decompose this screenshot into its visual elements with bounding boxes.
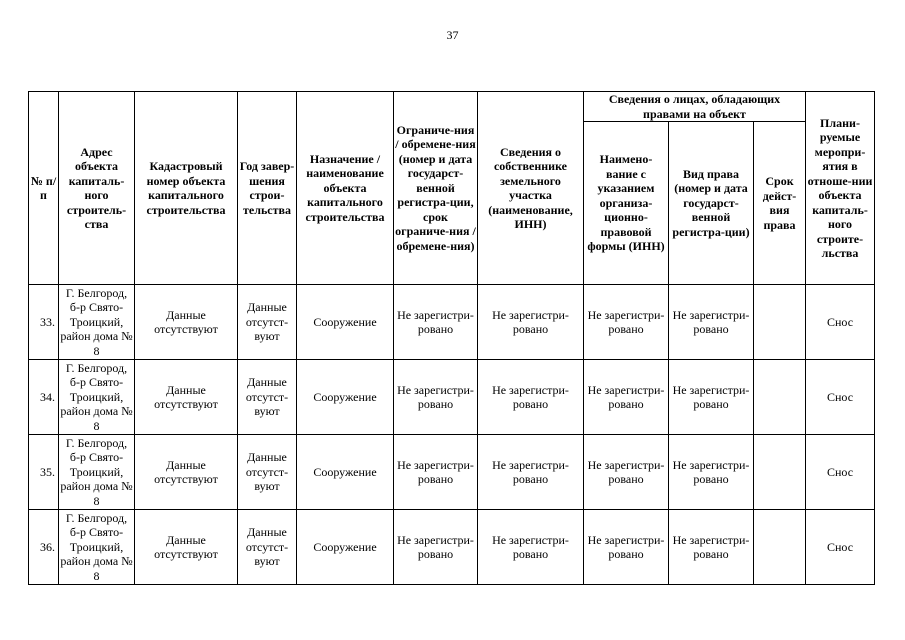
cell-right-type: Не зарегистри-ровано — [669, 360, 754, 435]
cell-holder-name: Не зарегистри-ровано — [584, 285, 669, 360]
header-right-term: Срок дейст-вия права — [754, 122, 806, 285]
cell-right-term — [754, 435, 806, 510]
cell-num: 33. — [29, 285, 59, 360]
cell-land-owner: Не зарегистри-ровано — [478, 285, 584, 360]
cell-right-type: Не зарегистри-ровано — [669, 435, 754, 510]
header-address: Адрес объекта капиталь-ного строитель-ства — [59, 92, 135, 285]
cell-cadastral: Данные отсутствуют — [135, 285, 238, 360]
cell-holder-name: Не зарегистри-ровано — [584, 435, 669, 510]
header-purpose: Назначение / наименование объекта капитального строительства — [297, 92, 394, 285]
cell-purpose: Сооружение — [297, 285, 394, 360]
header-encumbrance: Ограниче-ния / обремене-ния (номер и дата государст-венной регистра-ции, срок ограниче-ния / обремене-ния) — [394, 92, 478, 285]
cell-cadastral: Данные отсутствуют — [135, 510, 238, 585]
cell-cadastral: Данные отсутствуют — [135, 360, 238, 435]
header-right-type: Вид права (номер и дата государст-венной регистра-ции) — [669, 122, 754, 285]
cell-year: Данные отсутст-вуют — [238, 435, 297, 510]
cell-year: Данные отсутст-вуют — [238, 510, 297, 585]
cell-right-term — [754, 510, 806, 585]
cell-encumbrance: Не зарегистри-ровано — [394, 435, 478, 510]
header-rights-group: Сведения о лицах, обладающих правами на объект — [584, 92, 806, 122]
cell-purpose: Сооружение — [297, 360, 394, 435]
cell-purpose: Сооружение — [297, 510, 394, 585]
cell-encumbrance: Не зарегистри-ровано — [394, 360, 478, 435]
cell-num: 36. — [29, 510, 59, 585]
cell-cadastral: Данные отсутствуют — [135, 435, 238, 510]
cell-planned: Снос — [806, 285, 875, 360]
cell-planned: Снос — [806, 510, 875, 585]
table-row — [29, 510, 875, 585]
cell-planned: Снос — [806, 360, 875, 435]
cell-land-owner: Не зарегистри-ровано — [478, 510, 584, 585]
cell-encumbrance: Не зарегистри-ровано — [394, 510, 478, 585]
cell-num: 35. — [29, 435, 59, 510]
header-year: Год завер-шения строи-тельства — [238, 92, 297, 285]
header-cadastral: Кадастровый номер объекта капитального строительства — [135, 92, 238, 285]
cell-encumbrance: Не зарегистри-ровано — [394, 285, 478, 360]
table-row — [29, 285, 875, 360]
table-row — [29, 435, 875, 510]
cell-right-type: Не зарегистри-ровано — [669, 510, 754, 585]
header-row-top — [29, 92, 875, 122]
cell-land-owner: Не зарегистри-ровано — [478, 360, 584, 435]
header-planned: Плани-руемые меропри-ятия в отноше-нии объекта капиталь-ного строите-льства — [806, 92, 875, 285]
cell-holder-name: Не зарегистри-ровано — [584, 360, 669, 435]
cell-year: Данные отсутст-вуют — [238, 285, 297, 360]
header-holder-name: Наимено-вание с указанием организа-ционно-правовой формы (ИНН) — [584, 122, 669, 285]
cell-address: Г. Белгород, б-р Свято-Троицкий, район дома № 8 — [60, 285, 133, 358]
cell-address: Г. Белгород, б-р Свято-Троицкий, район дома № 8 — [60, 435, 133, 508]
cell-year: Данные отсутст-вуют — [238, 360, 297, 435]
table-row — [29, 360, 875, 435]
cell-land-owner: Не зарегистри-ровано — [478, 435, 584, 510]
cell-num: 34. — [29, 360, 59, 435]
cell-holder-name: Не зарегистри-ровано — [584, 510, 669, 585]
cell-right-term — [754, 285, 806, 360]
cell-planned: Снос — [806, 435, 875, 510]
cell-right-term — [754, 360, 806, 435]
cell-right-type: Не зарегистри-ровано — [669, 285, 754, 360]
cell-address: Г. Белгород, б-р Свято-Троицкий, район дома № 8 — [60, 360, 133, 433]
header-land-owner: Сведения о собственнике земельного участка (наименование, ИНН) — [478, 92, 584, 285]
header-num: № п/п — [29, 92, 59, 285]
page-number: 37 — [446, 28, 459, 42]
cell-address: Г. Белгород, б-р Свято-Троицкий, район дома № 8 — [60, 510, 133, 583]
registry-table — [28, 91, 875, 585]
cell-purpose: Сооружение — [297, 435, 394, 510]
